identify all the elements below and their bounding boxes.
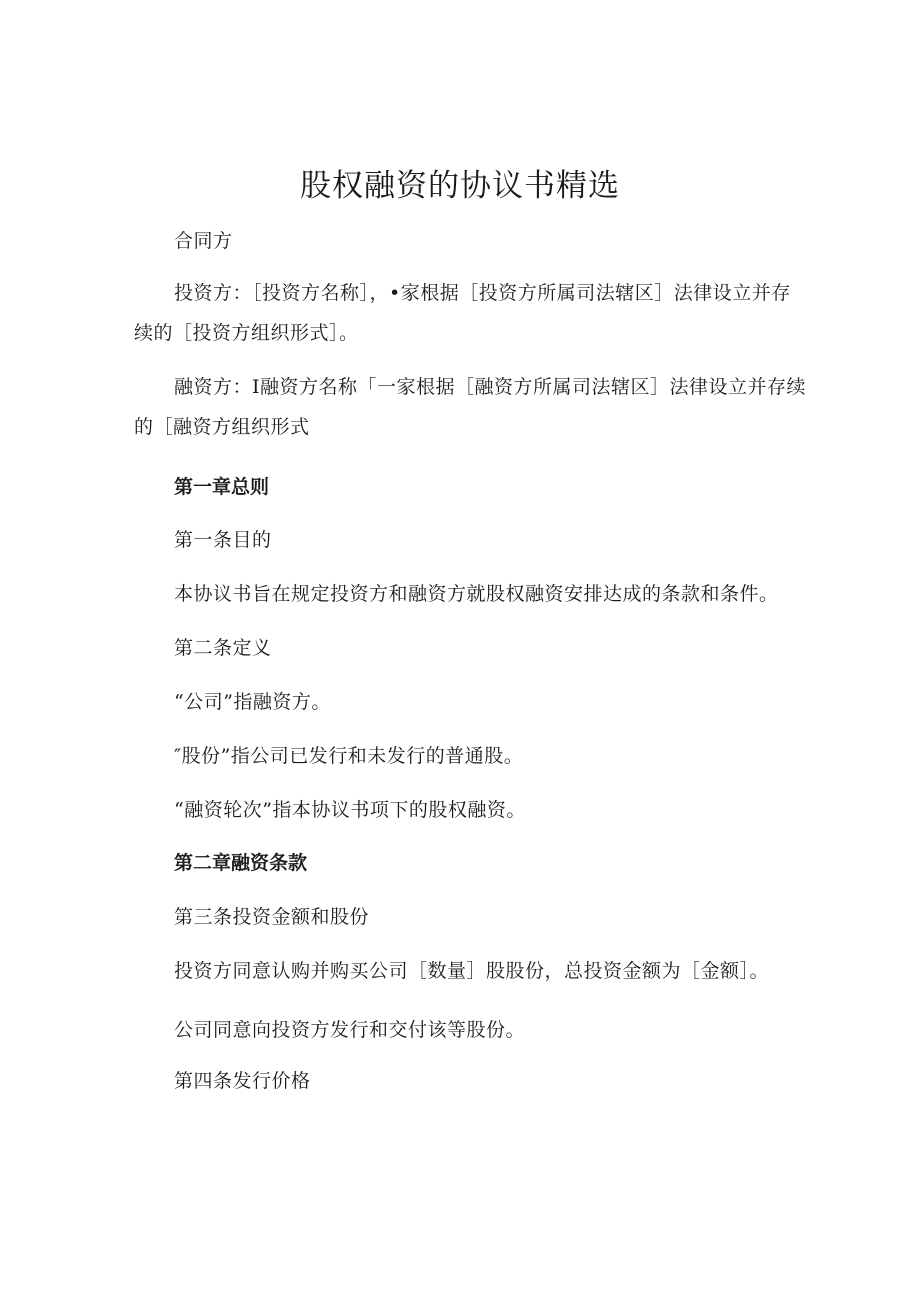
parties-heading: 合同方	[174, 230, 233, 252]
chapter-1-heading: 第一章总则	[174, 476, 270, 498]
article-3-body-2: 公司同意向投资方发行和交付该等股份。	[174, 1019, 526, 1041]
definition-company: “公司”指融资方。	[174, 691, 331, 713]
financier-line-1: 融资方：I融资方名称「一家根据［融资方所属司法辖区］法律设立并存续	[174, 376, 807, 398]
article-1-title: 第一条目的	[174, 529, 272, 551]
article-1-body: 本协议书旨在规定投资方和融资方就股权融资安排达成的条款和条件。	[174, 583, 779, 605]
chapter-2-heading: 第二章融资条款	[174, 852, 308, 874]
financier-line-2: 的［融资方组织形式	[134, 416, 310, 438]
article-3-body-1: 投资方同意认购并购买公司［数量］股股份，总投资金额为［金额］。	[174, 960, 770, 982]
definition-shares: ″股份”指公司已发行和未发行的普通股。	[174, 745, 524, 767]
investor-line-2: 续的［投资方组织形式］。	[134, 322, 359, 344]
article-2-title: 第二条定义	[174, 637, 272, 659]
investor-line-1: 投资方：［投资方名称］，•家根据［投资方所属司法辖区］法律设立并存	[174, 282, 791, 304]
article-4-title: 第四条发行价格	[174, 1070, 311, 1092]
document-title: 股权融资的协议书精选	[300, 168, 620, 204]
definition-round: “融资轮次”指本协议书项下的股权融资。	[174, 799, 526, 821]
article-3-title: 第三条投资金额和股份	[174, 906, 370, 928]
